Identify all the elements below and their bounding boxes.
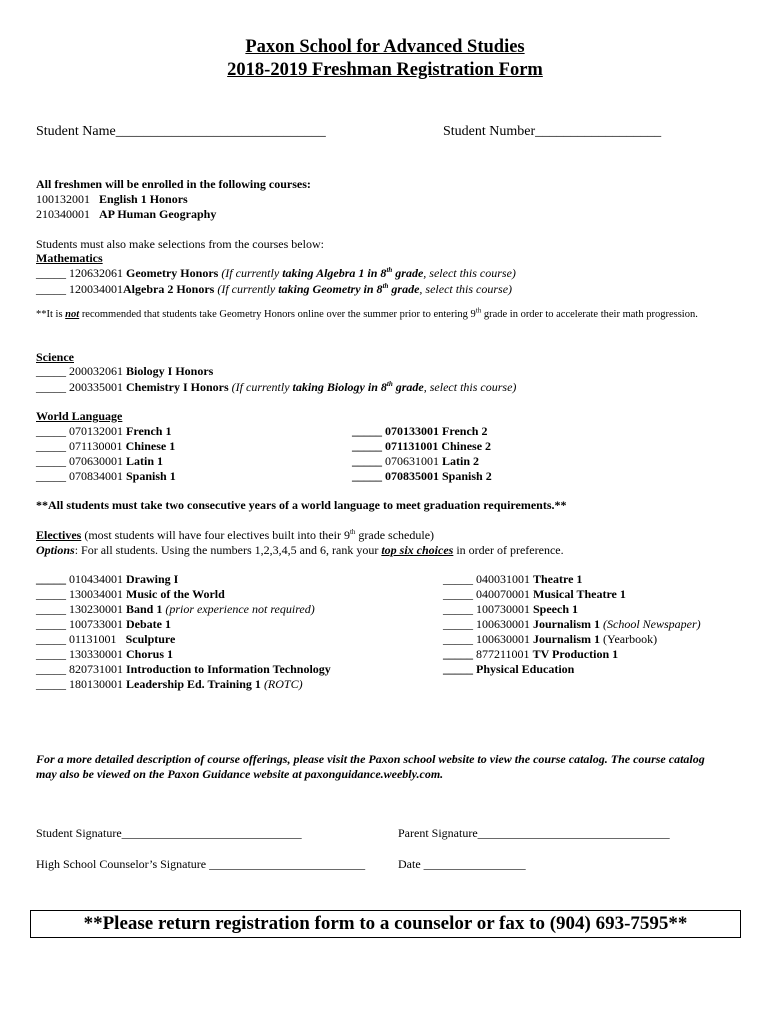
selection-blank: _____ [352, 439, 382, 453]
counselor-signature-field[interactable]: High School Counselor’s Signature __________________________ [36, 857, 366, 871]
selection-blank: _____ [352, 424, 382, 438]
school-title: Paxon School for Advanced Studies [245, 37, 525, 57]
student-number-field[interactable] [443, 124, 661, 140]
course-code: 100730001 [476, 602, 530, 616]
course-note: (If currently taking Geometry in 8th grade, select this course) [217, 282, 513, 296]
course-name: French 1 [126, 424, 172, 438]
ranking-blank: _____ [443, 617, 473, 631]
course-option-chemistry-honors[interactable] [36, 380, 516, 395]
ranking-blank: _____ [36, 602, 66, 616]
course-name: Drawing I [126, 572, 179, 586]
elective-option-rotc[interactable]: _____ 180130001 Leadership Ed. Training 1 (ROTC) [36, 677, 303, 691]
course-code: 130330001 [69, 647, 123, 661]
course-option-spanish-1[interactable] [36, 469, 176, 484]
course-option-latin-2[interactable] [352, 454, 479, 469]
course-code: 010434001 [69, 572, 123, 586]
required-course [36, 192, 188, 207]
ranking-blank: _____ [36, 662, 66, 676]
course-code: 100630001 [476, 617, 530, 631]
elective-option-theatre[interactable] [443, 572, 582, 587]
course-code: 200032061 [69, 364, 123, 378]
selection-blank: _____ [352, 469, 382, 483]
course-name: Speech 1 [533, 602, 578, 616]
electives-heading: Electives [36, 528, 82, 542]
form-title: 2018-2019 Freshman Registration Form [227, 60, 543, 80]
required-intro: All freshmen will be enrolled in the following courses: [36, 177, 311, 191]
course-name: Sculpture [119, 632, 176, 646]
course-name: Journalism 1 [533, 617, 601, 631]
course-name: Algebra 2 Honors [123, 282, 215, 296]
ranking-blank: _____ [36, 587, 66, 601]
course-code: 070133001 [385, 424, 439, 438]
course-name: Latin 1 [126, 454, 164, 468]
course-code: 100132001 [36, 192, 90, 206]
course-name: Musical Theatre 1 [533, 587, 626, 601]
course-option-chinese-2[interactable] [352, 439, 491, 454]
math-footnote: **It is not recommended that students take Geometry Honors online over the summer prior to entering 9th grade in order to accelerate their math progression. [36, 306, 698, 320]
course-code: 040031001 [476, 572, 530, 586]
course-name: Debate 1 [126, 617, 171, 631]
course-option-spanish-2[interactable] [352, 469, 492, 484]
elective-option-debate[interactable] [36, 617, 171, 632]
ranking-blank: _____ [36, 677, 66, 691]
date-field[interactable]: Date _________________ [398, 857, 526, 871]
course-option-algebra-2-honors[interactable] [36, 282, 512, 297]
ranking-blank: _____ [443, 632, 473, 646]
course-name: Chinese 1 [125, 439, 176, 453]
elective-option-info-tech[interactable] [36, 662, 331, 677]
selection-blank: _____ [36, 424, 66, 438]
catalog-note: For a more detailed description of course offerings, please visit the Paxon school website to view the course catalog. The course catalog may also be viewed on the Paxon Guidance website at paxonguidance.weebly.com. [36, 752, 705, 781]
ranking-blank: _____ [36, 632, 66, 646]
elective-option-band[interactable]: _____ 130230001 Band 1 (prior experience not required) [36, 602, 315, 616]
course-code: 100733001 [69, 617, 123, 631]
course-option-geometry-honors[interactable] [36, 266, 516, 281]
elective-option-music-world[interactable] [36, 587, 225, 602]
ranking-blank: _____ [36, 572, 66, 586]
course-name: Biology I Honors [126, 364, 214, 378]
math-heading: Mathematics [36, 251, 103, 265]
electives-intro: Electives (most students will have four electives built into their 9th grade schedule) [36, 528, 435, 542]
selection-blank: _____ [36, 380, 66, 394]
ranking-blank: _____ [443, 647, 473, 661]
course-option-biology-honors[interactable] [36, 364, 213, 379]
ranking-blank: _____ [443, 662, 473, 676]
course-code: 01131001 [69, 632, 117, 646]
required-course [36, 207, 216, 222]
course-name: AP Human Geography [99, 207, 217, 221]
elective-option-speech[interactable] [443, 602, 578, 617]
course-code: 180130001 [69, 677, 123, 691]
selection-blank: _____ [36, 454, 66, 468]
student-number-blank: __________________ [535, 124, 662, 139]
course-code: 120632061 [69, 266, 123, 280]
elective-option-journalism-newspaper[interactable]: _____ 100630001 Journalism 1 (School Newspaper) [443, 617, 701, 631]
course-option-chinese-1[interactable] [36, 439, 175, 454]
elective-option-sculpture[interactable] [36, 632, 175, 647]
course-name: Chinese 2 [441, 439, 492, 453]
return-notice: **Please return registration form to a counselor or fax to (904) 693-7595** [30, 910, 741, 938]
elective-option-tv-production[interactable] [443, 647, 618, 662]
course-name: TV Production 1 [532, 647, 619, 661]
ranking-blank: _____ [443, 587, 473, 601]
course-name: Spanish 2 [442, 469, 492, 483]
student-name-field[interactable] [36, 124, 326, 140]
course-name: Journalism 1 [533, 632, 601, 646]
selection-blank: _____ [352, 454, 382, 468]
course-code: 820731001 [69, 662, 123, 676]
course-name: Chorus 1 [126, 647, 174, 661]
course-code: 130034001 [69, 587, 123, 601]
selection-intro: Students must also make selections from the courses below: [36, 237, 324, 251]
course-code: 200335001 [69, 380, 123, 394]
elective-option-drawing[interactable] [36, 572, 178, 587]
course-code: 100630001 [476, 632, 530, 646]
course-option-french-2[interactable] [352, 424, 487, 439]
course-name: Music of the World [126, 587, 225, 601]
elective-option-physical-education[interactable] [443, 662, 574, 677]
selection-blank: _____ [36, 266, 66, 280]
course-name: Latin 2 [442, 454, 480, 468]
options-label: Options [36, 543, 75, 557]
course-name: English 1 Honors [99, 192, 188, 206]
course-name: Leadership Ed. Training 1 [126, 677, 261, 691]
electives-options: Options: For all students. Using the numbers 1,2,3,4,5 and 6, rank your top six choices in order of preference. [36, 543, 564, 557]
course-option-latin-1[interactable] [36, 454, 163, 469]
student-signature-field[interactable]: Student Signature______________________________ [36, 826, 302, 840]
course-option-french-1[interactable] [36, 424, 171, 439]
course-code: 071130001 [69, 439, 123, 453]
elective-option-journalism-yearbook[interactable]: _____ 100630001 Journalism 1 (Yearbook) [443, 632, 658, 646]
course-code: 040070001 [476, 587, 530, 601]
course-name: French 2 [442, 424, 488, 438]
student-number-label: Student Number [443, 124, 536, 139]
course-name: Geometry Honors [126, 266, 219, 280]
selection-blank: _____ [36, 364, 66, 378]
science-heading: Science [36, 350, 74, 364]
course-code: 070834001 [69, 469, 123, 483]
selection-blank: _____ [36, 282, 66, 296]
course-name: Band 1 [126, 602, 163, 616]
course-name: Spanish 1 [126, 469, 176, 483]
course-code: 070835001 [385, 469, 439, 483]
ranking-blank: _____ [443, 572, 473, 586]
selection-blank: _____ [36, 469, 66, 483]
ranking-blank: _____ [443, 602, 473, 616]
elective-option-musical-theatre[interactable] [443, 587, 626, 602]
elective-option-chorus[interactable] [36, 647, 173, 662]
course-code: 120034001 [69, 282, 123, 296]
language-heading: World Language [36, 409, 123, 423]
course-code: 070630001 [69, 454, 123, 468]
course-code: 877211001 [476, 647, 530, 661]
ranking-blank: _____ [36, 617, 66, 631]
selection-blank: _____ [36, 439, 66, 453]
course-code: 210340001 [36, 207, 90, 221]
course-code: 070132001 [69, 424, 123, 438]
student-name-blank: ______________________________ [115, 124, 326, 139]
course-code: 071131001 [385, 439, 439, 453]
course-code: 070631001 [385, 454, 439, 468]
ranking-blank: _____ [36, 647, 66, 661]
course-name: Physical Education [476, 662, 575, 676]
course-name: Theatre 1 [533, 572, 583, 586]
course-code: 130230001 [69, 602, 123, 616]
course-note: (If currently taking Biology in 8th grade, select this course) [231, 380, 517, 394]
parent-signature-field[interactable]: Parent Signature________________________________ [398, 826, 670, 840]
course-note: (If currently taking Algebra 1 in 8th grade, select this course) [221, 266, 516, 280]
course-name: Chemistry I Honors [126, 380, 229, 394]
course-name: Introduction to Information Technology [126, 662, 331, 676]
language-requirement: **All students must take two consecutive years of a world language to meet graduation requirements.** [36, 498, 567, 512]
student-name-label: Student Name [36, 124, 116, 139]
